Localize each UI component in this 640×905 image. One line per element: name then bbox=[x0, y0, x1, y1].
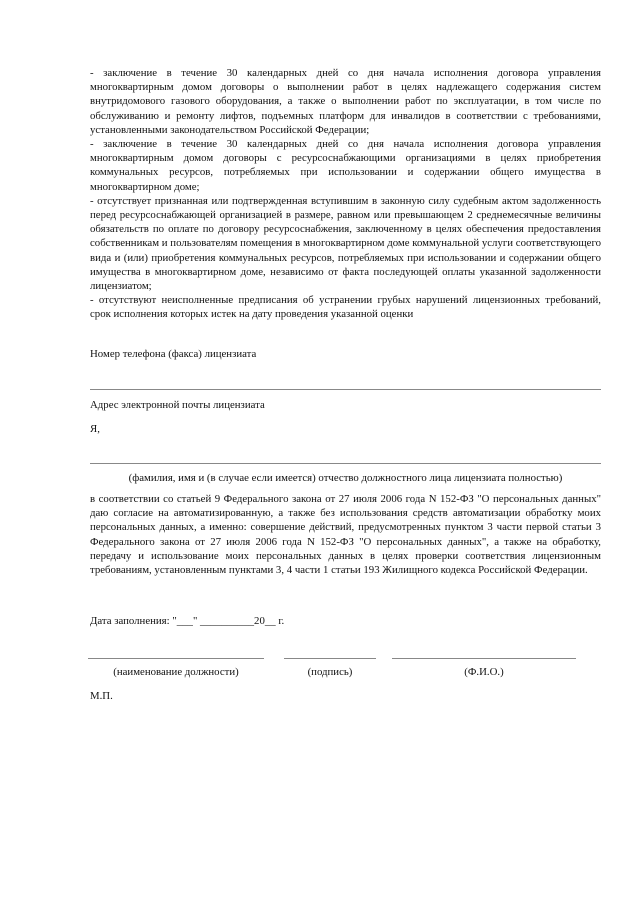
condition-item: - отсутствуют неисполненные предписания об устранении грубых нарушений лицензионных требований, срок исполнения которых истек на дату проведения указанной оценки bbox=[90, 294, 601, 321]
consent-text: в соответствии со статьей 9 Федерального закона от 27 июля 2006 года N 152-ФЗ "О персональных данных" даю согласие на автоматизированную, а также без использования средств автоматизации обработку моих персональных данных, а именно: совершение действий, предусмотренных пунктом 3 части первой статьи 3 Федерального закона от 27 июля 2006 года N 152-ФЗ "О персональных данных", а также на обработку, передачу и использование моих персональных данных в целях проверки соответствия лицензионным требованиям, установленным пунктами 3, 4 части 1 статьи 193 Жилищного кодекса Российской Федерации. bbox=[90, 493, 601, 577]
fio-signature-field-line[interactable] bbox=[392, 658, 576, 659]
signature-field-line[interactable] bbox=[284, 658, 376, 659]
fio-field-line[interactable] bbox=[90, 463, 601, 464]
stamp-label: М.П. bbox=[90, 690, 113, 702]
signature-caption: (подпись) bbox=[307, 666, 353, 678]
position-field-line[interactable] bbox=[88, 658, 264, 659]
position-caption: (наименование должности) bbox=[113, 666, 239, 678]
condition-item: - отсутствует признанная или подтвержденная вступившим в законную силу судебным актом задолженность перед ресурсоснабжающей организацией в размере, равном или превышающем 2 среднемесячные величины обязательств по оплате по договору ресурсоснабжения, заключенному в целях обеспечения предоставления собственникам и пользователям помещения в многоквартирном доме коммунальной услуги соответствующего вида и (или) приобретения коммунальных ресурсов, потребляемых при использовании и содержании общего имущества в многоквартирном доме, независимо от факта последующей оплаты указанной задолженности лицензиатом; bbox=[90, 194, 601, 293]
phone-field-line[interactable] bbox=[90, 389, 601, 390]
fio-caption: (фамилия, имя и (в случае если имеется) отчество должностного лица лицензиата полностью) bbox=[128, 472, 563, 484]
email-label: Адрес электронной почты лицензиата bbox=[90, 399, 265, 411]
date-line: Дата заполнения: "___" __________20__ г. bbox=[90, 615, 285, 627]
condition-item: - заключение в течение 30 календарных дней со дня начала исполнения договора управления многоквартирным домом договоры о выполнении работ в целях надлежащего содержания систем внутридомового газового оборудования, а также о выполнении работ по эксплуатации, в том числе по обслуживанию и ремонту лифтов, подъемных платформ для инвалидов в соответствии с требованиями, установленными законодательством Российской Федерации; bbox=[90, 67, 601, 136]
condition-item: - заключение в течение 30 календарных дней со дня начала исполнения договора управления многоквартирным домом договоры с ресурсоснабжающими организациями в целях приобретения коммунальных ресурсов, потребляемых при использовании и содержании общего имущества в многоквартирном доме; bbox=[90, 138, 601, 193]
conditions-list bbox=[90, 66, 601, 322]
fio-signature-caption: (Ф.И.О.) bbox=[464, 666, 504, 678]
ya-label: Я, bbox=[90, 423, 100, 435]
phone-label: Номер телефона (факса) лицензиата bbox=[90, 348, 257, 360]
